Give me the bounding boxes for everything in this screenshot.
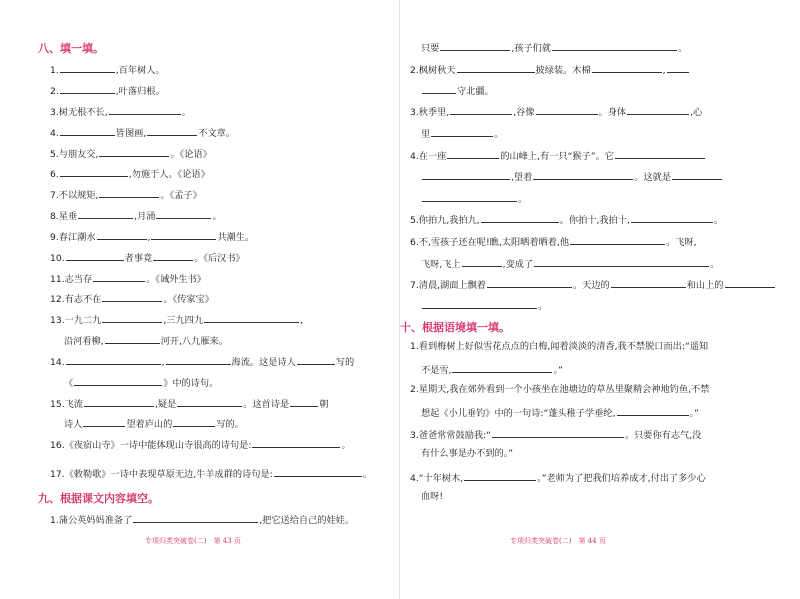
answer-blank[interactable] bbox=[631, 212, 713, 223]
answer-blank[interactable] bbox=[252, 437, 340, 448]
question-8-12: 12.有志不在 。《传家宝》 bbox=[50, 291, 214, 306]
answer-blank[interactable] bbox=[672, 169, 722, 180]
answer-blank[interactable] bbox=[99, 187, 159, 198]
answer-blank[interactable] bbox=[78, 208, 133, 219]
question-10-2-cont: 想起《小儿垂钓》中的一句诗:“蓬头稚子学垂纶, 。” bbox=[421, 405, 699, 420]
question-8-6: 6. ,勿施于人。《论语》 bbox=[50, 166, 210, 181]
answer-blank[interactable] bbox=[464, 470, 536, 481]
answer-blank[interactable] bbox=[422, 191, 517, 202]
question-8-16: 16.《夜宿山寺》一诗中能体现山寺很高的诗句是: 。 bbox=[50, 437, 351, 452]
answer-blank[interactable] bbox=[592, 62, 662, 73]
section-9-title: 九、根据课文内容填空。 bbox=[38, 492, 159, 505]
question-8-15-cont: 诗人 望着庐山的 写的。 bbox=[64, 416, 244, 431]
question-9-3-cont: 里 。 bbox=[421, 126, 503, 141]
answer-blank[interactable] bbox=[452, 362, 552, 373]
answer-blank[interactable] bbox=[450, 104, 512, 115]
answer-blank[interactable] bbox=[617, 405, 689, 416]
question-8-17: 17.《敕勒歌》一诗中表现草原无边,牛羊成群的诗句是: 。 bbox=[50, 466, 372, 481]
answer-blank[interactable] bbox=[99, 146, 169, 157]
question-10-1-cont: 不是雪, 。” bbox=[421, 362, 563, 377]
section-10-title: 十、根据语境填一填。 bbox=[400, 321, 510, 334]
answer-blank[interactable] bbox=[667, 62, 689, 73]
question-10-3-cont: 有什么事是办不到的。” bbox=[421, 448, 514, 459]
answer-blank[interactable] bbox=[447, 148, 499, 159]
question-10-3: 3.爸爸常常鼓励我:“ 。只要你有志气,没 bbox=[410, 427, 701, 442]
answer-blank[interactable] bbox=[422, 169, 510, 180]
answer-blank[interactable] bbox=[457, 62, 535, 73]
answer-blank[interactable] bbox=[615, 148, 705, 159]
answer-blank[interactable] bbox=[725, 277, 775, 288]
question-8-5: 5.与朋友交, 。《论语》 bbox=[50, 146, 212, 161]
answer-blank[interactable] bbox=[83, 416, 125, 427]
answer-blank[interactable] bbox=[552, 40, 677, 51]
question-8-10: 10. 者事竟 。《后汉书》 bbox=[50, 250, 245, 265]
question-9-5: 5.你拍九,我拍九, 。你拍十,我拍十, 。 bbox=[410, 212, 723, 227]
question-9-4: 4.在一座 的山峰上,有一只“猴子”。它 bbox=[410, 148, 706, 163]
answer-blank[interactable] bbox=[177, 396, 242, 407]
answer-blank[interactable] bbox=[109, 104, 181, 115]
answer-blank[interactable] bbox=[60, 125, 115, 136]
question-10-4-cont: 血呀! bbox=[421, 491, 444, 502]
question-8-8: 8.星垂 ,月涌 。 bbox=[50, 208, 222, 223]
answer-blank[interactable] bbox=[422, 298, 537, 309]
question-10-1: 1.看到梅树上好似雪花点点的白梅,闻着淡淡的清香,我不禁脱口而出:“遥知 bbox=[410, 341, 709, 352]
question-9-6-cont: 飞呀,飞上 ,变成了 。 bbox=[421, 256, 719, 271]
answer-blank[interactable] bbox=[74, 375, 162, 386]
question-8-7: 7.不以规矩, 。《孟子》 bbox=[50, 187, 202, 202]
question-9-1-cont: 只要 ,孩子们就 。 bbox=[421, 40, 687, 55]
answer-blank[interactable] bbox=[290, 396, 318, 407]
question-8-15: 15.飞流 ,疑是 。这首诗是 朝 bbox=[50, 396, 328, 411]
question-8-4: 4. 皆图画, 不文章。 bbox=[50, 125, 235, 140]
question-9-4-cont2: 。 bbox=[421, 191, 527, 206]
answer-blank[interactable] bbox=[105, 333, 160, 344]
question-8-2: 2. ,叶落归根。 bbox=[50, 83, 165, 98]
answer-blank[interactable] bbox=[102, 312, 162, 323]
answer-blank[interactable] bbox=[60, 166, 128, 177]
answer-blank[interactable] bbox=[440, 40, 510, 51]
right-page bbox=[400, 0, 800, 599]
answer-blank[interactable] bbox=[151, 229, 216, 240]
answer-blank[interactable] bbox=[462, 256, 502, 267]
answer-blank[interactable] bbox=[97, 229, 147, 240]
answer-blank[interactable] bbox=[534, 256, 709, 267]
question-9-2-cont: 守北疆。 bbox=[421, 83, 494, 98]
answer-blank[interactable] bbox=[431, 126, 493, 137]
question-8-13: 13.一九二九 ,三九四九 , bbox=[50, 312, 303, 327]
question-9-7-cont: 。 bbox=[421, 298, 547, 313]
answer-blank[interactable] bbox=[570, 234, 665, 245]
page-footer-right: 专项归类突破卷(二) 第 44 页 bbox=[510, 537, 606, 545]
answer-blank[interactable] bbox=[611, 277, 686, 288]
question-8-3: 3.树无根不长, 。 bbox=[50, 104, 191, 119]
answer-blank[interactable] bbox=[627, 104, 689, 115]
question-8-14: 14. , 海流。这是诗人 写的 bbox=[50, 354, 354, 369]
answer-blank[interactable] bbox=[274, 466, 362, 477]
answer-blank[interactable] bbox=[487, 277, 572, 288]
question-9-2: 2.枫树秋天 披绿装。木棉 , bbox=[410, 62, 690, 77]
section-8-title: 八、填一填。 bbox=[38, 42, 104, 55]
answer-blank[interactable] bbox=[84, 396, 154, 407]
question-10-2: 2.星期天,我在郊外看到一个小孩坐在池塘边的草丛里聚精会神地钓鱼,不禁 bbox=[410, 384, 710, 395]
question-8-11: 11.志当存 。《诫外生书》 bbox=[50, 271, 206, 286]
answer-blank[interactable] bbox=[536, 104, 598, 115]
question-9-6: 6.不,雪孩子还在呢!瞧,太阳晒着晒着,他 。飞呀, bbox=[410, 234, 697, 249]
answer-blank[interactable] bbox=[93, 271, 145, 282]
question-8-13-cont: 沿河看柳, 河开,八九雁来。 bbox=[64, 333, 228, 348]
question-10-4: 4.“十年树木, 。”老师为了把我们培养成才,付出了多少心 bbox=[410, 470, 706, 485]
answer-blank[interactable] bbox=[102, 291, 162, 302]
answer-blank[interactable] bbox=[147, 125, 197, 136]
question-8-1: 1. ,百年树人。 bbox=[50, 62, 165, 77]
answer-blank[interactable] bbox=[60, 83, 115, 94]
answer-blank[interactable] bbox=[481, 212, 559, 223]
answer-blank[interactable] bbox=[66, 250, 124, 261]
question-9-4-cont: ,望着 。这就是 bbox=[421, 169, 723, 184]
answer-blank[interactable] bbox=[492, 427, 624, 438]
answer-blank[interactable] bbox=[133, 512, 258, 523]
answer-blank[interactable] bbox=[166, 354, 231, 365]
answer-blank[interactable] bbox=[533, 169, 633, 180]
page-footer-left: 专项归类突破卷(二) 第 43 页 bbox=[145, 537, 241, 545]
answer-blank[interactable] bbox=[173, 416, 215, 427]
answer-blank[interactable] bbox=[422, 83, 456, 94]
answer-blank[interactable] bbox=[60, 62, 115, 73]
answer-blank[interactable] bbox=[156, 208, 211, 219]
answer-blank[interactable] bbox=[153, 250, 193, 261]
question-8-9: 9.春江潮水 , 共潮生。 bbox=[50, 229, 254, 244]
question-8-14-cont: 《 》中的诗句。 bbox=[64, 375, 218, 390]
answer-blank[interactable] bbox=[297, 354, 335, 365]
question-9-3: 3.秋季里, ,谷像 。身体 ,心 bbox=[410, 104, 702, 119]
question-9-7: 7.清晨,湖面上飘着 。天边的 和山上的 bbox=[410, 277, 776, 292]
question-9-1: 1.蒲公英妈妈准备了 ,把它送给自己的娃娃。 bbox=[50, 512, 354, 527]
answer-blank[interactable] bbox=[204, 312, 299, 323]
answer-blank[interactable] bbox=[66, 354, 161, 365]
